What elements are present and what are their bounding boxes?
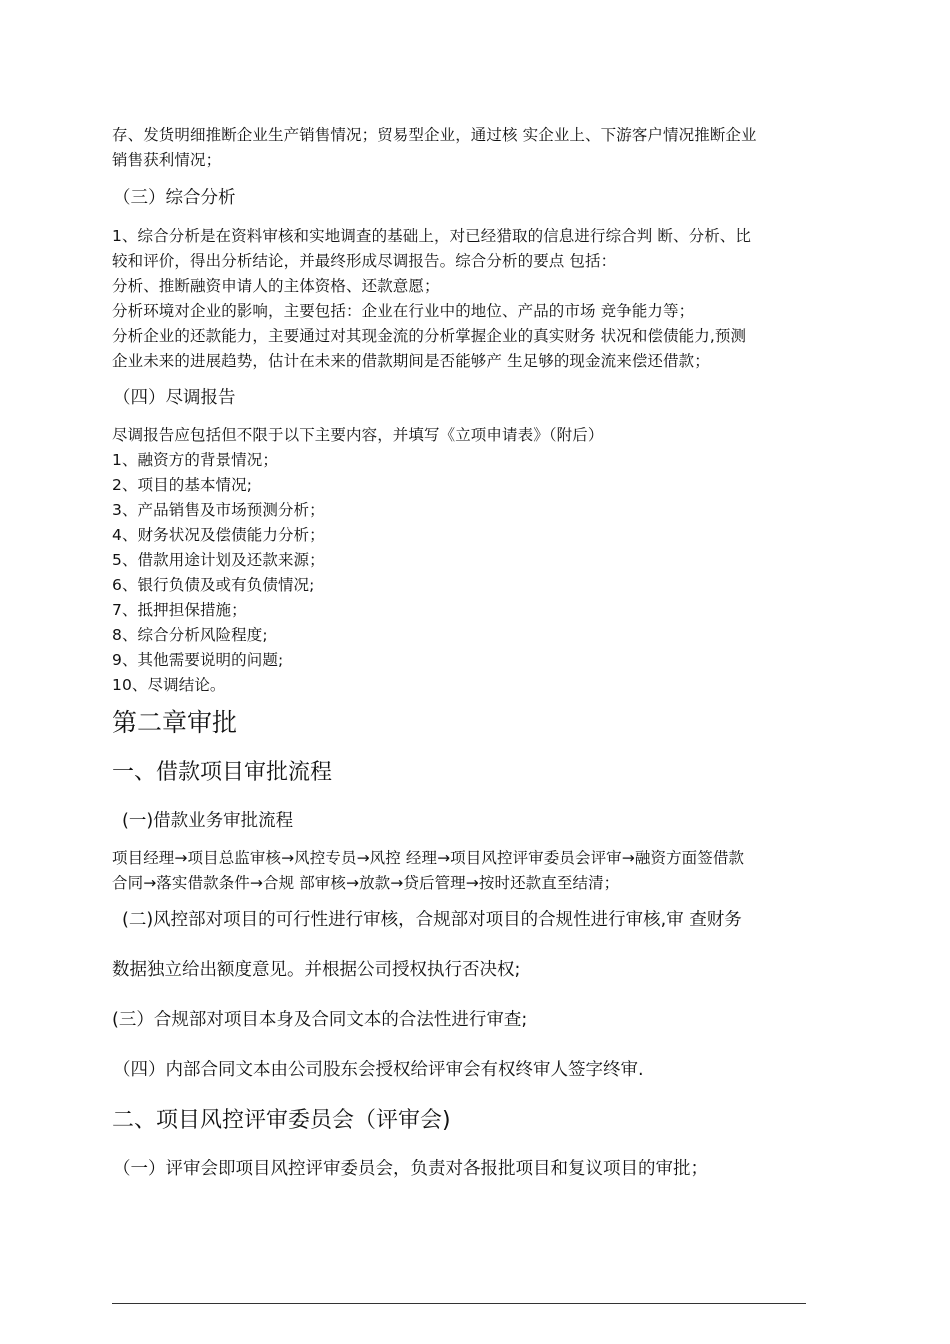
section-1-heading: 一、借款项目审批流程 [112, 760, 333, 785]
subsection-1-1-heading: (一)借款业务审批流程 [122, 811, 294, 831]
list-item: 4、财务状况及偿债能力分析； [112, 526, 325, 544]
section4-heading: （四）尽调报告 [113, 388, 236, 408]
subsection-2-1: （一）评审会即项目风控评审委员会，负责对各报批项目和复议项目的审批； [113, 1159, 708, 1179]
list-item: 5、借款用途计划及还款来源； [112, 551, 325, 569]
section3-p3: 分析环境对企业的影响，主要包括：企业在行业中的地位、产品的市场 竞争能力等； [112, 302, 695, 320]
list-item: 3、产品销售及市场预测分析； [112, 501, 325, 519]
subsection-1-3: (三）合规部对项目本身及合同文本的合法性进行审查; [112, 1010, 528, 1030]
section3-p4-line2: 企业未来的进展趋势，估计在未来的借款期间是否能够产 生足够的现金流来偿还借款； [112, 352, 710, 370]
subsection-1-4: （四）内部合同文本由公司股东会授权给评审会有权终审人签字终审. [113, 1060, 644, 1080]
section3-p1-line2: 较和评价，得出分析结论，并最终形成尽调报告。综合分析的要点 包括： [112, 252, 617, 270]
footer-divider [112, 1303, 806, 1304]
intro-line-2: 销售获利情况； [112, 151, 222, 169]
section3-p4-line1: 分析企业的还款能力，主要通过对其现金流的分析掌握企业的真实财务 状况和偿债能力,预测 [112, 327, 747, 345]
approval-flow-line2: 合同→落实借款条件→合规 部审核→放款→贷后管理→按时还款直至结清； [112, 874, 620, 892]
section-2-heading: 二、项目风控评审委员会（评审会) [112, 1108, 451, 1133]
list-item: 6、银行负债及或有负债情况; [112, 576, 315, 594]
approval-flow-line1: 项目经理→项目总监审核→风控专员→风控 经理→项目风控评审委员会评审→融资方面签借款 [112, 849, 745, 867]
list-item: 9、其他需要说明的问题; [112, 651, 284, 669]
section3-p1-line1: 1、综合分析是在资料审核和实地调查的基础上，对已经猎取的信息进行综合判 断、分析、比 [112, 227, 751, 245]
list-item: 10、尽调结论。 [112, 676, 226, 694]
section3-heading: （三）综合分析 [113, 188, 236, 208]
section3-p2: 分析、推断融资申请人的主体资格、还款意愿； [112, 277, 440, 295]
section4-intro: 尽调报告应包括但不限于以下主要内容，并填写《立项申请表》（附后） [112, 426, 604, 444]
list-item: 7、抵押担保措施； [112, 601, 247, 619]
chapter-title: 第二章审批 [112, 708, 238, 737]
subsection-1-2-continued: 数据独立给出额度意见。并根据公司授权执行否决权; [112, 960, 521, 980]
intro-line-1: 存、发货明细推断企业生产销售情况；贸易型企业，通过核 实企业上、下游客户情况推断企业 [112, 126, 757, 144]
list-item: 2、项目的基本情况; [112, 476, 253, 494]
list-item: 8、综合分析风险程度; [112, 626, 268, 644]
subsection-1-2: (二)风控部对项目的可行性进行审核，合规部对项目的合规性进行审核,审 查财务 [122, 910, 742, 930]
list-item: 1、融资方的背景情况； [112, 451, 278, 469]
